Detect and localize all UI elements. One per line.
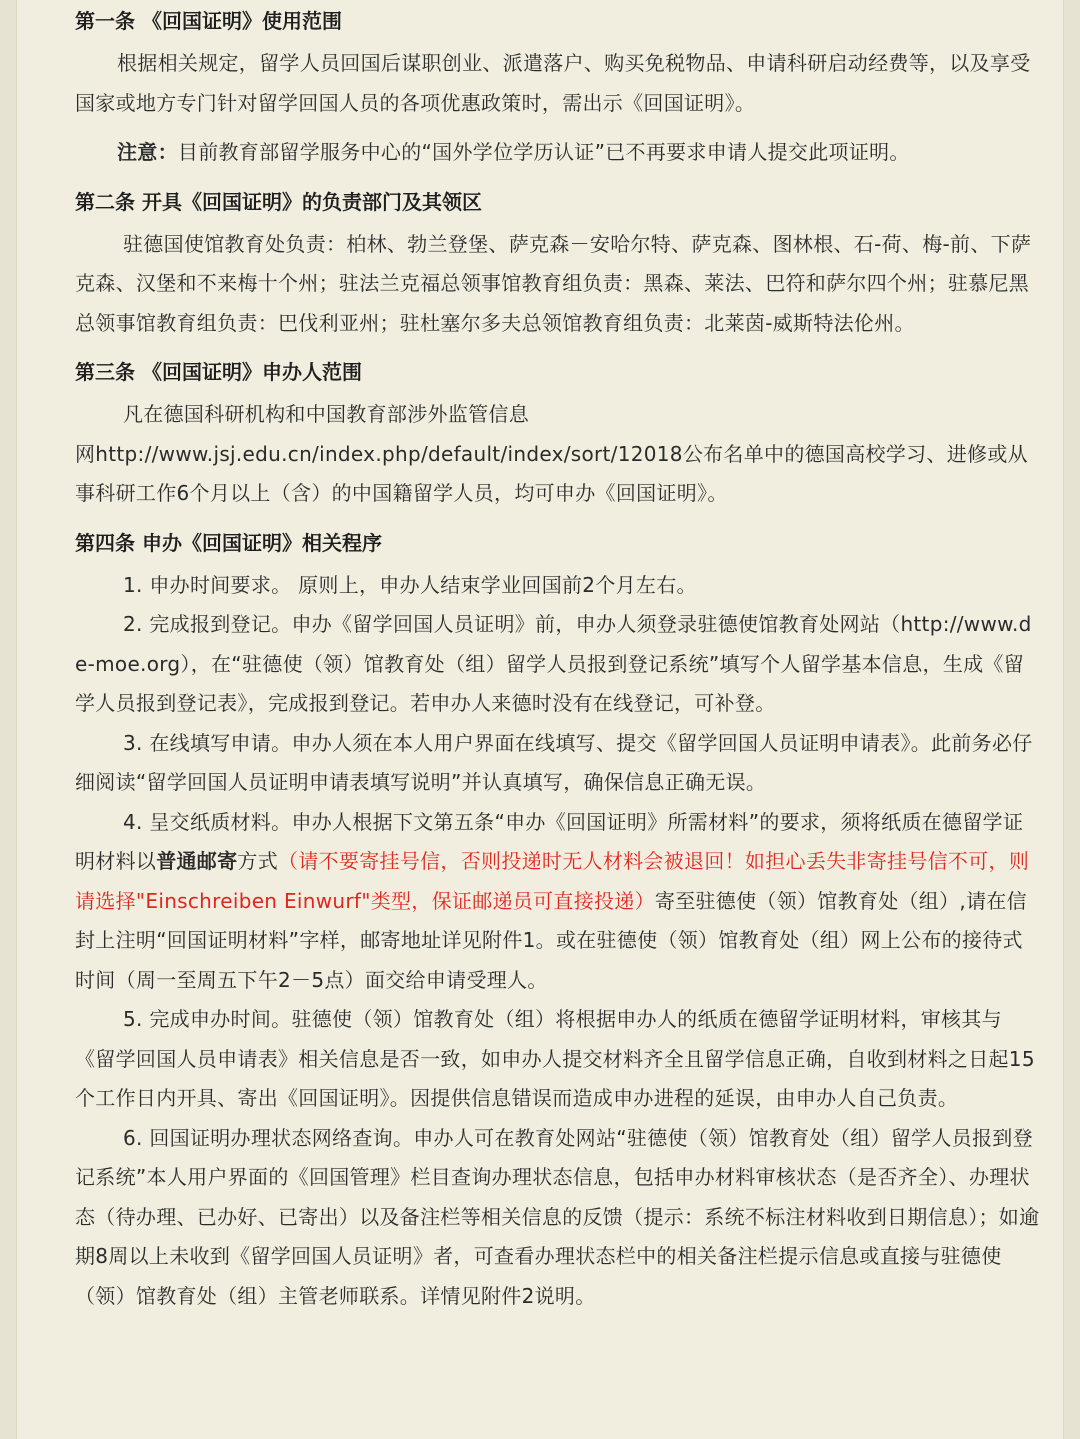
- article-panel: [16, 0, 1064, 1439]
- item-4-text-b: 方式: [237, 849, 279, 873]
- item-4-warning: （请不要寄挂号信，否则投递时无人材料会被退回！如担心丢失非寄挂号信不可，则请选择"Einschreiben Einwurf"类型，保证邮递员可直接投递）: [75, 849, 1030, 913]
- procedure-item-4: [75, 803, 1041, 1001]
- section-4-heading: 第四条 申办《回国证明》相关程序: [75, 530, 382, 555]
- section-1-heading: 第一条 《回国证明》使用范围: [75, 9, 342, 33]
- section-2-heading: 第二条 开具《回国证明》的负责部门及其领区: [75, 189, 482, 214]
- procedure-item-2: 2. 完成报到登记。申办《留学回国人员证明》前，申办人须登录驻德使馆教育处网站（http://www.de-moe.org），在“驻德使（领）馆教育处（组）留学人员报到登记系统”填写个人留学基本信息，生成《留学人员报到登记表》，完成报到登记。若申办人来德时没有在线登记，可补登。: [75, 612, 1032, 715]
- procedure-item-3: 3. 在线填写申请。申办人须在本人用户界面在线填写、提交《留学回国人员证明申请表》。此前务必仔细阅读“留学回国人员证明申请表填写说明”并认真填写，确保信息正确无误。: [75, 730, 1033, 794]
- note-label: 注意：: [117, 140, 178, 164]
- item-4-bold: 普通邮寄: [156, 849, 238, 873]
- section-1-paragraph: 根据相关规定，留学人员回国后谋职创业、派遣落户、购买免税物品、申请科研启动经费等，以及享受国家或地方专门针对留学回国人员的各项优惠政策时，需出示《回国证明》。: [75, 51, 1031, 115]
- section-3-line-2: 网http://www.jsj.edu.cn/index.php/default/index/sort/12018公布名单中的德国高校学习、进修或从事科研工作6个月以上（含）的中国籍留学人员，均可申办《回国证明》。: [75, 441, 1028, 505]
- section-3-heading: 第三条 《回国证明》申办人范围: [75, 360, 362, 384]
- procedure-item-6: 6. 回国证明办理状态网络查询。申办人可在教育处网站“驻德使（领）馆教育处（组）留学人员报到登记系统”本人用户界面的《回国管理》栏目查询办理状态信息，包括申办材料审核状态（是否齐全）、办理状态（待办理、已办好、已寄出）以及备注栏等相关信息的反馈（提示：系统不标注材料收到日期信息）；如逾期8周以上未收到《留学回国人员证明》者，可查看办理状态栏中的相关备注栏提示信息或直接与驻德使（领）馆教育处（组）主管老师联系。详情见附件2说明。: [75, 1125, 1040, 1308]
- item-4-text-c: 寄至驻德使（领）馆教育处（组）,请在信封上注明“回国证明材料”字样，邮寄地址详见附件1。或在驻德使（领）馆教育处（组）网上公布的接待式时间（周一至周五下午2－5点）面交给申请受理人。: [75, 888, 1027, 992]
- procedure-item-5: 5. 完成申办时间。驻德使（领）馆教育处（组）将根据申办人的纸质在德留学证明材料，审核其与《留学回国人员申请表》相关信息是否一致，如申办人提交材料齐全且留学信息正确，自收到材料之日起15个工作日内开具、寄出《回国证明》。因提供信息错误而造成申办进程的延误，由申办人自己负责。: [75, 1007, 1035, 1110]
- section-3-line-1: 凡在德国科研机构和中国教育部涉外监管信息: [123, 402, 529, 426]
- section-2-paragraph: 驻德国使馆教育处负责：柏林、勃兰登堡、萨克森－安哈尔特、萨克森、图林根、石-荷、梅-前、下萨克森、汉堡和不来梅十个州；驻法兰克福总领事馆教育组负责：黑森、莱法、巴符和萨尔四个州；驻慕尼黑总领事馆教育组负责：巴伐利亚州；驻杜塞尔多夫总领馆教育组负责：北莱茵-威斯特法伦州。: [75, 231, 1032, 335]
- item-4-text-a: 4. 呈交纸质材料。申办人根据下文第五条“申办《回国证明》所需材料”的要求，须将纸质在德留学证明材料以: [75, 809, 1024, 873]
- procedure-item-1: 1. 申办时间要求。 原则上，申办人结束学业回国前2个月左右。: [123, 572, 697, 597]
- article-content: [75, 4, 1041, 1316]
- section-1-note: [75, 133, 1041, 173]
- note-text: 目前教育部留学服务中心的“国外学位学历认证”已不再要求申请人提交此项证明。: [177, 140, 910, 164]
